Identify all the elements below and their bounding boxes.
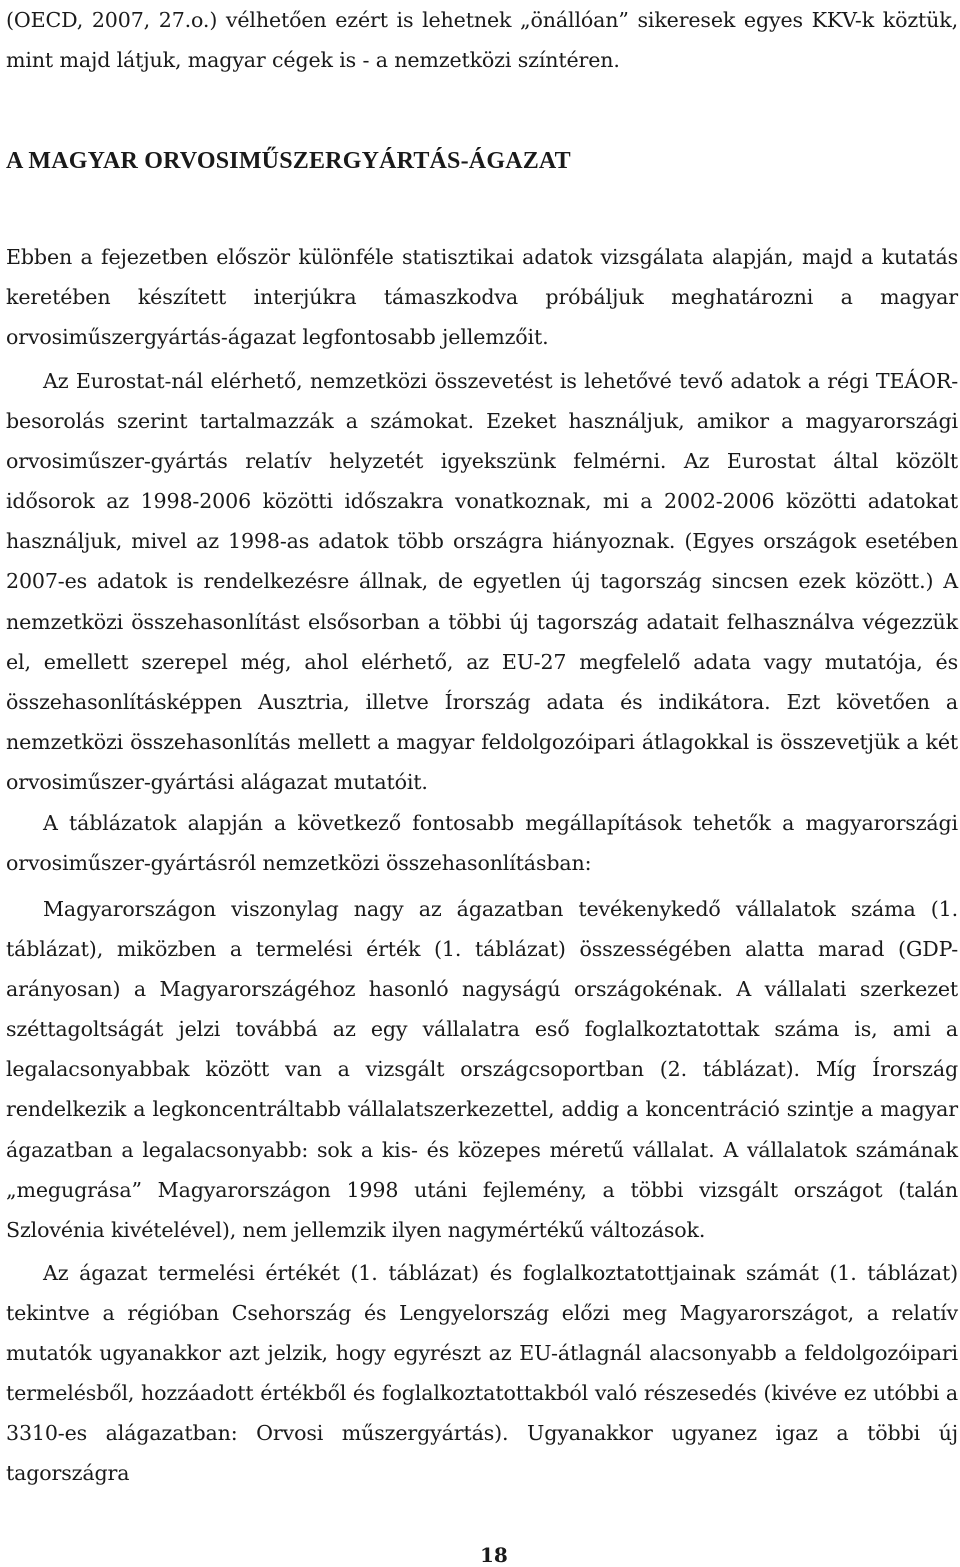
findings-intro-paragraph: A táblázatok alapján a következő fontosabb megállapítások tehetők a magyarországi orvosiműszer-gyártásról nemzetközi összehasonlításban: [6,811,958,876]
production-value-paragraph: Az ágazat termelési értékét (1. táblázat) és foglalkoztatottjainak számát (1. táblázat) tekintve a régióban Csehország és Lengyelország előzi meg Magyarországot, a relatív mutatók ugyanakkor azt jelzik, hogy egyrészt az EU-átlagnál alacsonyabb a feldolgozóipari termelésből, hozzáadott értékből és foglalkoztatottakból való részesedés (kivéve ez utóbbi a 3310-es alágazatban: Orvosi műszergyártás). Ugyanakkor ugyanez igaz a többi új tagországra [6,1261,958,1486]
page-number: 18 [480,1543,508,1567]
company-count-paragraph: Magyarországon viszonylag nagy az ágazatban tevékenykedő vállalatok száma (1. táblázat), miközben a termelési érték (1. táblázat) összességében alatta marad (GDP-arányosan) a Magyarországéhoz hasonló nagyságú országokénak. A vállalati szerkezet széttagoltságát jelzi továbbá az egy vállalatra eső foglalkoztatottak száma is, ami a legalacsonyabbak között van a vizsgált országcsoportban (2. táblázat). Míg Írország rendelkezik a legkoncentráltabb vállalatszerkezettel, addig a koncentráció szintje a magyar ágazatban a legalacsonyabb: sok a kis- és közepes méretű vállalat. A vállalatok számának „megugrása” Magyarországon 1998 utáni fejlemény, a többi vizsgált országot (talán Szlovénia kivételével), nem jellemzik ilyen nagymértékű változások. [6,897,958,1242]
section-heading: A MAGYAR ORVOSIMŰSZERGYÁRTÁS-ÁGAZAT [6,148,571,174]
chapter-intro-paragraph: Ebben a fejezetben először különféle statisztikai adatok vizsgálata alapján, majd a kutatás keretében készített interjúkra támaszkodva próbáljuk meghatározni a magyar orvosiműszergyártás-ágazat legfontosabb jellemzőit. [6,245,958,350]
intro-paragraph-continuation: (OECD, 2007, 27.o.) vélhetően ezért is lehetnek „önállóan” sikeresek egyes KKV-k köztük, mint majd látjuk, magyar cégek is - a nemzetközi színtéren. [6,8,958,73]
eurostat-data-paragraph: Az Eurostat-nál elérhető, nemzetközi összevetést is lehetővé tevő adatok a régi TEÁOR-besorolás szerint tartalmazzák a számokat. Ezeket használjuk, amikor a magyarországi orvosiműszer-gyártás relatív helyzetét igyekszünk felmérni. Az Eurostat által közölt idősorok az 1998-2006 közötti időszakra vonatkoznak, mi a 2002-2006 közötti adatokat használjuk, mivel az 1998-as adatok több országra hiányoznak. (Egyes országok esetében 2007-es adatok is rendelkezésre állnak, de egyetlen új tagország sincsen ezek között.) A nemzetközi összehasonlítást elsősorban a többi új tagország adatait felhasználva végezzük el, emellett szerepel még, ahol elérhető, az EU-27 megfelelő adata vagy mutatója, és összehasonlításképpen Ausztria, illetve Írország adata és indikátora. Ezt követően a nemzetközi összehasonlítás mellett a magyar feldolgozóipari átlagokkal is összevetjük a két orvosiműszer-gyártási alágazat mutatóit. [6,369,958,794]
